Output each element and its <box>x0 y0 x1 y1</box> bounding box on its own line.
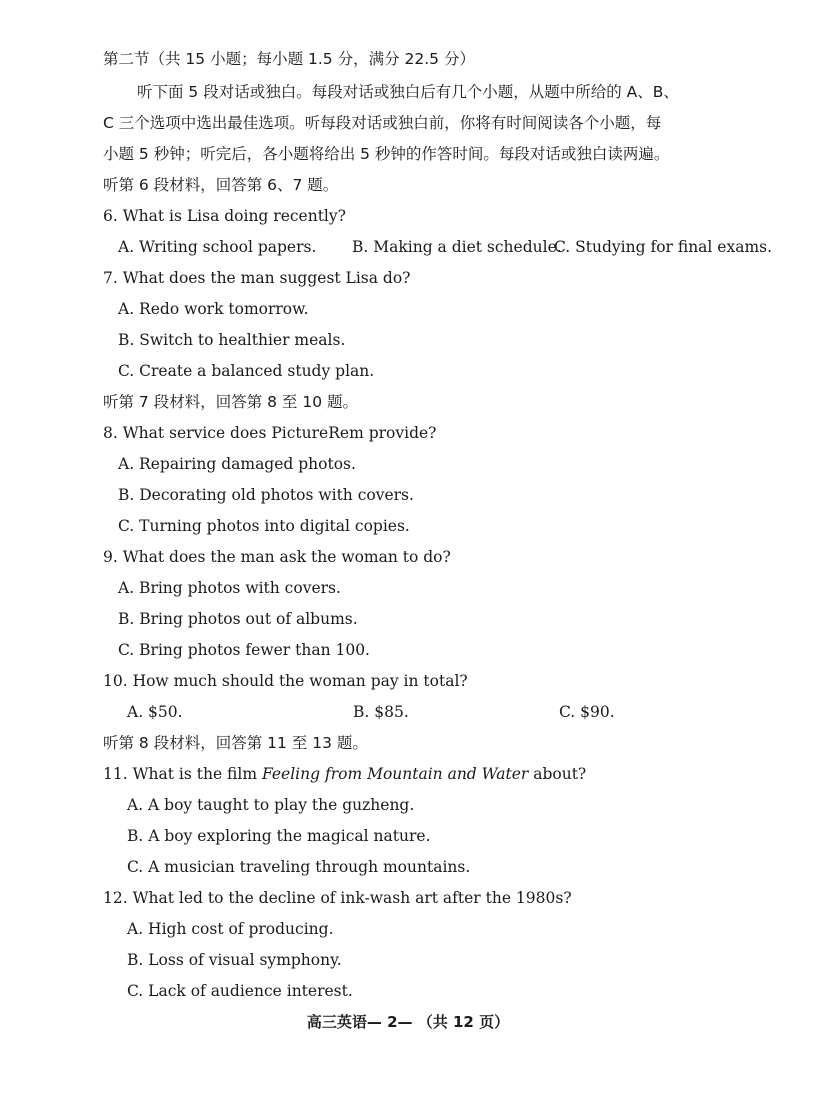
option-b: B. Loss of visual symphony. <box>127 951 342 969</box>
group-heading: 听第 6 段材料，回答第 6、7 题。 <box>103 176 339 194</box>
option-c: C. $90. <box>559 703 615 721</box>
question-stem: 7. What does the man suggest Lisa do? <box>103 269 411 287</box>
option-c: C. Create a balanced study plan. <box>118 362 375 380</box>
option-a: A. A boy taught to play the guzheng. <box>127 796 415 814</box>
question-stem-suffix: about? <box>528 765 587 783</box>
option-b: B. $85. <box>353 703 409 721</box>
option-a: A. Writing school papers. <box>118 238 317 256</box>
option-b: B. Bring photos out of albums. <box>118 610 358 628</box>
option-c: C. Turning photos into digital copies. <box>118 517 410 535</box>
option-a: A. Bring photos with covers. <box>118 579 341 597</box>
page-footer: 高三英语— 2— （共 12 页） <box>306 1013 510 1031</box>
option-c: C. A musician traveling through mountains. <box>127 858 471 876</box>
question-stem: 8. What service does PictureRem provide? <box>103 424 437 442</box>
option-c: C. Lack of audience interest. <box>127 982 353 1000</box>
instruction-line-2: C 三个选项中选出最佳选项。听每段对话或独白前，你将有时间阅读各个小题，每 <box>103 114 662 132</box>
option-b: B. A boy exploring the magical nature. <box>127 827 431 845</box>
film-title: Feeling from Mountain and Water <box>261 765 529 783</box>
option-a: A. Repairing damaged photos. <box>118 455 356 473</box>
option-a: A. $50. <box>127 703 183 721</box>
option-b: B. Decorating old photos with covers. <box>118 486 414 504</box>
question-stem <box>103 764 586 784</box>
option-a: A. High cost of producing. <box>127 920 334 938</box>
question-stem: 6. What is Lisa doing recently? <box>103 207 346 225</box>
section-header: 第二节（共 15 小题；每小题 1.5 分，满分 22.5 分） <box>103 50 475 68</box>
question-stem: 12. What led to the decline of ink-wash art after the 1980s? <box>103 889 572 907</box>
group-heading: 听第 7 段材料，回答第 8 至 10 题。 <box>103 393 359 411</box>
option-c: C. Studying for final exams. <box>554 238 773 256</box>
instruction-line-1: 听下面 5 段对话或独白。每段对话或独白后有几个小题，从题中所给的 A、B、 <box>137 83 679 101</box>
option-c: C. Bring photos fewer than 100. <box>118 641 370 659</box>
option-a: A. Redo work tomorrow. <box>118 300 309 318</box>
option-b: B. Making a diet schedule. <box>352 238 562 256</box>
option-b: B. Switch to healthier meals. <box>118 331 346 349</box>
instruction-line-3: 小题 5 秒钟；听完后，各小题将给出 5 秒钟的作答时间。每段对话或独白读两遍。 <box>103 145 670 163</box>
question-stem-prefix: 11. What is the film <box>103 765 262 783</box>
question-stem: 10. How much should the woman pay in total? <box>103 672 468 690</box>
group-heading: 听第 8 段材料，回答第 11 至 13 题。 <box>103 734 368 752</box>
question-stem: 9. What does the man ask the woman to do? <box>103 548 451 566</box>
